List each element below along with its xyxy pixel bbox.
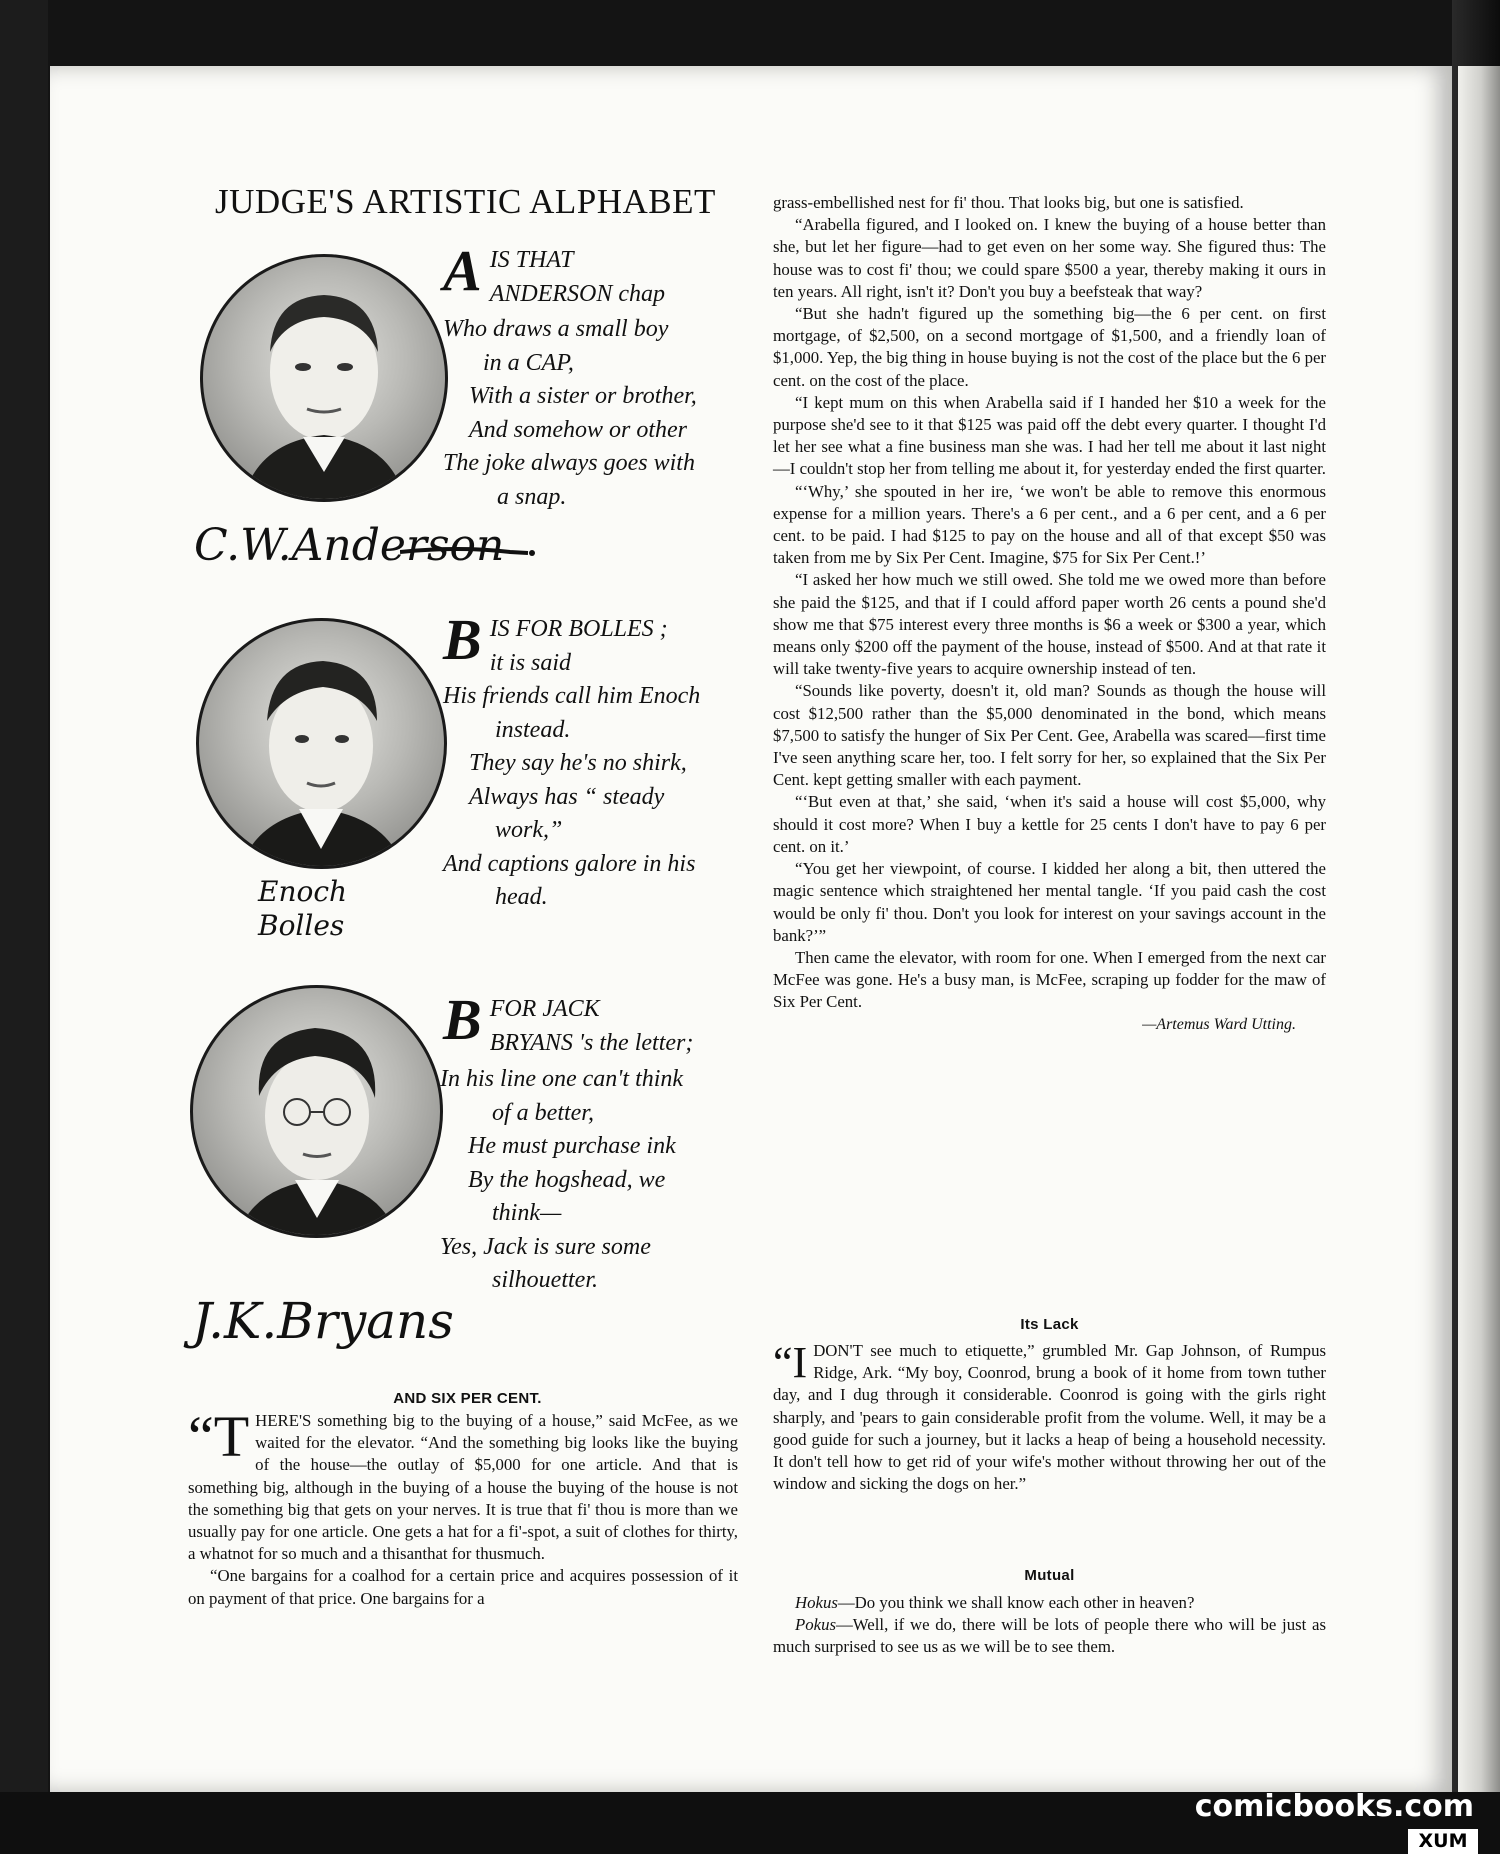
continued-para-3: “But she hadn't figured up the something big—the 6 per cent. on first mortgage, of $2,500, on a second mortgage of $1,500, and a friendly loan of $1,000. Yep, the big thing in house buying is not the cost of the place but the 6 per cent. on the cost of the place. <box>773 304 1326 390</box>
continued-para-7: “Sounds like poverty, doesn't it, old man? Sounds as though the house will cost $12,500 rather than the $5,000 denominated in the bond, which means $7,500 to satisfy the hunger of Six Per Cent. Gee, Arabella was scared—first time I've seen anything scare her, too. I felt sorry for her, so explained that the Six Per Cent. kept getting smaller with each payment. <box>773 681 1326 790</box>
portrait-bolles <box>196 618 447 869</box>
verse-c-line-2: BRYANS 's the letter; <box>489 1029 694 1056</box>
signature-anderson-flourish <box>400 540 540 560</box>
scan-edge-left <box>0 0 48 1854</box>
mutual-line-hokus <box>773 1592 1326 1614</box>
verse-c-line-4: of a better, <box>492 1099 594 1126</box>
page-title: JUDGE'S ARTISTIC ALPHABET <box>215 182 716 221</box>
article-title-mutual: Mutual <box>1024 1567 1075 1584</box>
verse-a-body <box>443 313 773 514</box>
article-title-its-lack: Its Lack <box>1020 1316 1079 1333</box>
verse-c-line-6: By the hogshead, we <box>468 1166 666 1193</box>
portrait-bryans <box>190 985 443 1238</box>
continued-para-10: Then came the elevator, with room for one. When I emerged from the next car McFee was gone. He's a busy man, is McFee, scraping up fodder for the maw of Six Per Cent. <box>773 947 1326 1012</box>
article-its-lack <box>773 1340 1326 1495</box>
verse-b-line-7: work,” <box>495 817 563 843</box>
signature-bryans <box>192 1292 454 1350</box>
article-mutual <box>773 1592 1326 1659</box>
verse-a-line-8: a snap. <box>497 483 567 510</box>
article-attribution: —Artemus Ward Utting. <box>1142 1015 1296 1033</box>
continued-para-6: “I asked her how much we still owed. She told me we owed more than before she paid the $125, and that if I could afford paper worth 26 cents a pound she'd show me that $75 interest every three months is $6 a week or $300 a year, which means only $200 off the payment of the house, instead of $500. And at that rate it will take twenty-five years to acquire ownership instead of ten. <box>773 570 1326 679</box>
verse-b-body <box>443 680 773 915</box>
verse-c-line-1: FOR JACK <box>489 996 600 1022</box>
verse-a-dropcap: A <box>443 238 482 303</box>
verse-b-line-6: Always has “ steady <box>469 783 665 810</box>
verse-a-line-1: IS THAT <box>489 247 574 273</box>
mutual-text-hokus: —Do you think we shall know each other in heaven? <box>837 1593 1195 1612</box>
mutual-text-pokus: —Well, if we do, there will be lots of people there who will be just as much surprised to see us as we will be to see them. <box>773 1615 1326 1657</box>
signature-anderson-text: C.W.Anderson <box>194 520 505 571</box>
verse-a-line-3: Who draws a small boy <box>443 316 669 342</box>
verse-c <box>443 987 773 1060</box>
verse-c-line-5: He must purchase ink <box>468 1133 676 1159</box>
verse-b-line-5: They say he's no shirk, <box>469 750 687 776</box>
article-six-per-cent-para-1: HERE'S something big to the buying of a house,” said McFee, as we waited for the elevator. “And the something big looks like the buying of the house—the outlay of $5,000 for one article. And that is something big, although in the buying of a house the buying of the house is not the something big that gets on your nerves. It is true that fi' thou is more than we usually pay for one article. One gets a hat for a fi'-spot, a suit of clothes for thirty, a whatnot for so much and a thisanthat for thusmuch. <box>188 1411 738 1564</box>
verse-a-line-4: in a CAP, <box>483 349 574 376</box>
continued-para-1: grass-embellished nest for fi' thou. That looks big, but one is satisfied. <box>773 193 1244 212</box>
article-six-per-cent-dropcap: “T <box>188 1404 250 1469</box>
mutual-line-pokus <box>773 1614 1326 1658</box>
signature-bryans-text: J.K.Bryans <box>192 1292 454 1350</box>
continued-para-5: “‘Why,’ she spouted in her ire, ‘we won't be able to remove this enormous expense for a million years. There's a 6 per cent., and a 6 per cent, and a 6 per cent. to be paid. I had $125 to pay on the house and all of that except $50 was taken from me by Six Per Cent. Imagine, $75 for Six Per Cent.!’ <box>773 481 1326 568</box>
speaker-pokus: Pokus <box>795 1615 837 1635</box>
verse-a-line-2: ANDERSON chap <box>489 280 665 307</box>
continued-para-2: “Arabella figured, and I looked on. I knew the buying of a house better than she, but let her figure—had to get even on her some way. She figured thus: The house was to cost fi' thou; we could spare $500 a year, thereby making it ours in ten years. All right, isn't it? Don't you buy a beefsteak that way? <box>773 215 1326 301</box>
article-its-lack-text: DON'T see much to etiquette,” grumbled Mr. Gap Johnson, of Rumpus Ridge, Ark. “My boy, Coonrod, brung a book of it home from town tuther day, and I dug through it considerable. Coonrod is going with the girls right sharply, and 'pears to gain considerable profit from the volume. Well, it may be a good guide for such a journey, but it lacks a heap of being a household necessity. It don't tell how to get rid of your wife's mother without throwing her out of the window and sicking the dogs on her.” <box>773 1341 1326 1494</box>
verse-b-line-1: IS FOR BOLLES ; <box>489 616 668 642</box>
verse-b-line-9: head. <box>495 884 548 910</box>
verse-a-line-7: The joke always goes with <box>443 450 695 476</box>
verse-b-line-3: His friends call him Enoch <box>443 683 701 709</box>
verse-b <box>443 607 773 680</box>
watermark-tag: XUM <box>1408 1829 1478 1854</box>
verse-c-dropcap: B <box>443 987 482 1052</box>
speaker-hokus: Hokus <box>795 1593 838 1612</box>
signature-bolles-text: Enoch Bolles <box>258 875 348 942</box>
verse-c-body <box>440 1063 770 1298</box>
verse-b-line-4: instead. <box>495 716 571 743</box>
watermark-brand: comicbooks.com <box>1194 1789 1474 1824</box>
signature-bolles <box>258 875 378 943</box>
article-six-per-cent-start <box>188 1404 738 1610</box>
verse-b-dropcap: B <box>443 607 482 672</box>
verse-c-line-7: think— <box>492 1200 562 1226</box>
verse-c-line-3: In his line one can't think <box>440 1066 684 1092</box>
verse-a-line-5: With a sister or brother, <box>469 383 697 409</box>
continued-para-9: “You get her viewpoint, of course. I kidded her along a bit, then uttered the magic sentence which straightened her mental tangle. ‘If you paid cash the cost would be only fi' thou. Don't you look for interest on your savings account in the bank?’” <box>773 859 1326 945</box>
verse-b-line-2: it is said <box>489 649 572 676</box>
verse-a <box>443 238 763 311</box>
continued-para-8: “‘But even at that,’ she said, ‘when it's said a house will cost $5,000, why should it cost more? When I buy a kettle for 25 cents I don't have to pay 6 per cent. on it.’ <box>773 792 1326 856</box>
continued-para-4: “I kept mum on this when Arabella said if I handed her $10 a week for the purpose she'd see to it that $125 was paid off the debt every quarter. I thought I'd let her see what a fine business man she was. I had her tell me about it last night—I couldn't stop her from telling me about it, for yesterday ended the first quarter. <box>773 392 1326 479</box>
portrait-anderson <box>200 254 448 502</box>
article-six-per-cent-para-2: “One bargains for a coalhod for a certain price and acquires possession of it on payment of that price. One bargains for a <box>188 1566 738 1608</box>
verse-a-line-6: And somehow or other <box>469 416 687 443</box>
article-six-per-cent-continued <box>773 192 1326 1036</box>
article-title-six-per-cent: AND SIX PER CENT. <box>393 1390 542 1407</box>
page-spine <box>1458 66 1500 1792</box>
article-its-lack-dropcap: “I <box>773 1338 808 1387</box>
verse-c-line-8: Yes, Jack is sure some <box>440 1233 651 1260</box>
verse-c-line-9: silhouetter. <box>492 1267 598 1293</box>
verse-b-line-8: And captions galore in his <box>443 850 696 877</box>
